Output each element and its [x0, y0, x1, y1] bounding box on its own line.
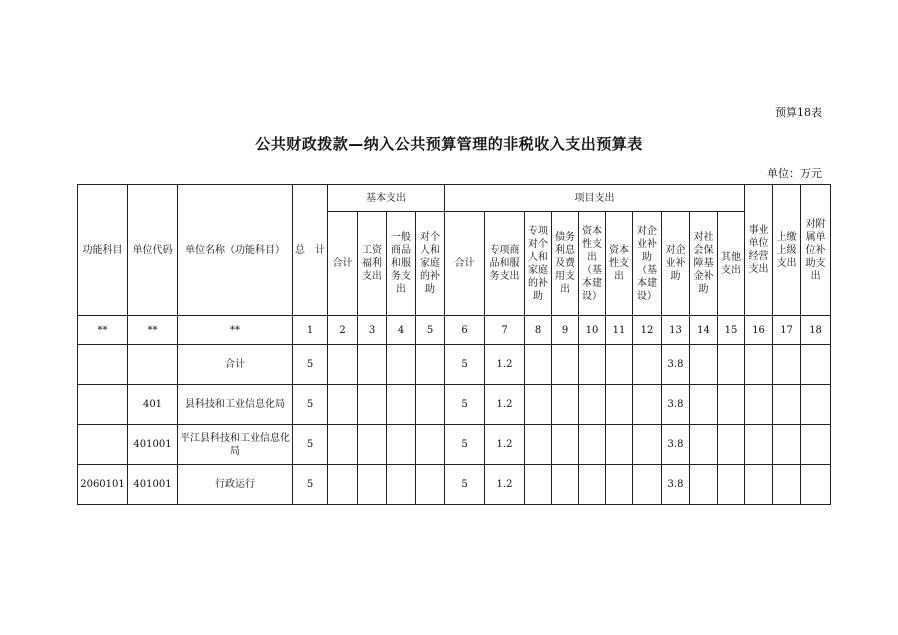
- proj-total-cell: 5: [445, 385, 485, 425]
- unit-name-cell: 行政运行: [178, 465, 293, 505]
- func-code-cell: [78, 425, 128, 465]
- index-cell: 6: [445, 316, 485, 345]
- special-goods-cell: 1.2: [485, 465, 525, 505]
- empty-cell: [358, 385, 387, 425]
- empty-cell: [387, 425, 416, 465]
- empty-cell: [328, 385, 358, 425]
- index-cell: **: [128, 316, 178, 345]
- header-basic-total: 合计: [328, 212, 358, 316]
- unit-name-cell: 县科技和工业信息化局: [178, 385, 293, 425]
- empty-cell: [579, 425, 606, 465]
- header-total: 总 计: [293, 185, 328, 316]
- enterprise-cell: 3.8: [662, 425, 690, 465]
- header-salary: 工资福利支出: [358, 212, 387, 316]
- header-special-goods: 专项商品和服务支出: [485, 212, 525, 316]
- empty-cell: [552, 385, 579, 425]
- header-basic-group: 基本支出: [328, 185, 445, 212]
- empty-cell: [416, 425, 445, 465]
- header-special-personal: 专项对个人和家庭的补助: [525, 212, 552, 316]
- index-cell: 12: [633, 316, 662, 345]
- index-cell: 9: [552, 316, 579, 345]
- total-cell: 5: [293, 425, 328, 465]
- empty-cell: [328, 465, 358, 505]
- empty-cell: [690, 465, 718, 505]
- total-cell: 5: [293, 345, 328, 385]
- special-goods-cell: 1.2: [485, 385, 525, 425]
- empty-cell: [773, 425, 801, 465]
- enterprise-cell: 3.8: [662, 345, 690, 385]
- table-row: [78, 345, 831, 385]
- empty-cell: [387, 345, 416, 385]
- unit-name-cell: 平江县科技和工业信息化局: [178, 425, 293, 465]
- empty-cell: [633, 425, 662, 465]
- empty-cell: [328, 425, 358, 465]
- unit-label: 单位：万元: [767, 167, 822, 180]
- table-row: [78, 385, 831, 425]
- empty-cell: [745, 465, 773, 505]
- proj-total-cell: 5: [445, 465, 485, 505]
- enterprise-cell: 3.8: [662, 465, 690, 505]
- empty-cell: [745, 425, 773, 465]
- empty-cell: [606, 425, 633, 465]
- proj-total-cell: 5: [445, 425, 485, 465]
- index-row: [78, 316, 831, 345]
- index-cell: 7: [485, 316, 525, 345]
- budget-table: [77, 184, 831, 505]
- empty-cell: [579, 465, 606, 505]
- index-cell: 10: [579, 316, 606, 345]
- header-capital-build: 资本性支出（基本建设）: [579, 212, 606, 316]
- header-proj-total: 合计: [445, 212, 485, 316]
- empty-cell: [718, 465, 745, 505]
- unit-code-cell: 401001: [128, 425, 178, 465]
- empty-cell: [606, 385, 633, 425]
- empty-cell: [718, 345, 745, 385]
- index-cell: **: [178, 316, 293, 345]
- empty-cell: [745, 385, 773, 425]
- header-capital: 资本性支出: [606, 212, 633, 316]
- index-cell: 2: [328, 316, 358, 345]
- special-goods-cell: 1.2: [485, 425, 525, 465]
- empty-cell: [801, 385, 831, 425]
- index-cell: 11: [606, 316, 633, 345]
- empty-cell: [718, 425, 745, 465]
- total-cell: 5: [293, 465, 328, 505]
- index-cell: 8: [525, 316, 552, 345]
- enterprise-cell: 3.8: [662, 385, 690, 425]
- empty-cell: [552, 345, 579, 385]
- empty-cell: [606, 465, 633, 505]
- header-personal: 对个人和家庭的补助: [416, 212, 445, 316]
- func-code-cell: [78, 385, 128, 425]
- empty-cell: [525, 385, 552, 425]
- header-func-code: 功能科目: [78, 185, 128, 316]
- header-upper: 上缴上级支出: [773, 185, 801, 316]
- empty-cell: [801, 345, 831, 385]
- empty-cell: [690, 345, 718, 385]
- empty-cell: [633, 345, 662, 385]
- unit-name-cell: 合计: [178, 345, 293, 385]
- empty-cell: [745, 345, 773, 385]
- index-cell: **: [78, 316, 128, 345]
- index-cell: 14: [690, 316, 718, 345]
- empty-cell: [416, 345, 445, 385]
- empty-cell: [525, 465, 552, 505]
- table-row: [78, 425, 831, 465]
- header-project-group: 项目支出: [445, 185, 745, 212]
- empty-cell: [387, 465, 416, 505]
- index-cell: 15: [718, 316, 745, 345]
- index-cell: 3: [358, 316, 387, 345]
- header-affiliated: 对附属单位补助支出: [801, 185, 831, 316]
- page-number: 预算18表: [775, 106, 822, 119]
- header-other: 其他支出: [718, 212, 745, 316]
- empty-cell: [552, 465, 579, 505]
- empty-cell: [718, 385, 745, 425]
- func-code-cell: [78, 345, 128, 385]
- empty-cell: [387, 385, 416, 425]
- empty-cell: [773, 345, 801, 385]
- empty-cell: [552, 425, 579, 465]
- empty-cell: [579, 345, 606, 385]
- index-cell: 16: [745, 316, 773, 345]
- empty-cell: [773, 465, 801, 505]
- header-business: 事业单位经营支出: [745, 185, 773, 316]
- page-title: 公共财政拨款—纳入公共预算管理的非税收入支出预算表: [255, 135, 643, 153]
- unit-code-cell: [128, 345, 178, 385]
- header-unit-code: 单位代码: [128, 185, 178, 316]
- unit-code-cell: 401001: [128, 465, 178, 505]
- empty-cell: [801, 465, 831, 505]
- empty-cell: [328, 345, 358, 385]
- empty-cell: [358, 425, 387, 465]
- empty-cell: [690, 385, 718, 425]
- empty-cell: [773, 385, 801, 425]
- header-row-top: [78, 185, 831, 212]
- index-cell: 17: [773, 316, 801, 345]
- empty-cell: [801, 425, 831, 465]
- unit-code-cell: 401: [128, 385, 178, 425]
- empty-cell: [690, 425, 718, 465]
- empty-cell: [525, 345, 552, 385]
- empty-cell: [579, 385, 606, 425]
- header-social-security: 对社会保障基金补助: [690, 212, 718, 316]
- special-goods-cell: 1.2: [485, 345, 525, 385]
- empty-cell: [416, 385, 445, 425]
- empty-cell: [525, 425, 552, 465]
- func-code-cell: 2060101: [78, 465, 128, 505]
- header-goods: 一般商品和服务支出: [387, 212, 416, 316]
- table-row: [78, 465, 831, 505]
- empty-cell: [416, 465, 445, 505]
- index-cell: 1: [293, 316, 328, 345]
- index-cell: 4: [387, 316, 416, 345]
- empty-cell: [358, 345, 387, 385]
- header-debt: 债务利息及费用支出: [552, 212, 579, 316]
- empty-cell: [633, 385, 662, 425]
- index-cell: 13: [662, 316, 690, 345]
- proj-total-cell: 5: [445, 345, 485, 385]
- empty-cell: [358, 465, 387, 505]
- total-cell: 5: [293, 385, 328, 425]
- empty-cell: [606, 345, 633, 385]
- index-cell: 5: [416, 316, 445, 345]
- empty-cell: [633, 465, 662, 505]
- header-unit-name: 单位名称（功能科目）: [178, 185, 293, 316]
- header-enterprise: 对企业补助: [662, 212, 690, 316]
- header-enterprise-build: 对企业补助（基本建设）: [633, 212, 662, 316]
- index-cell: 18: [801, 316, 831, 345]
